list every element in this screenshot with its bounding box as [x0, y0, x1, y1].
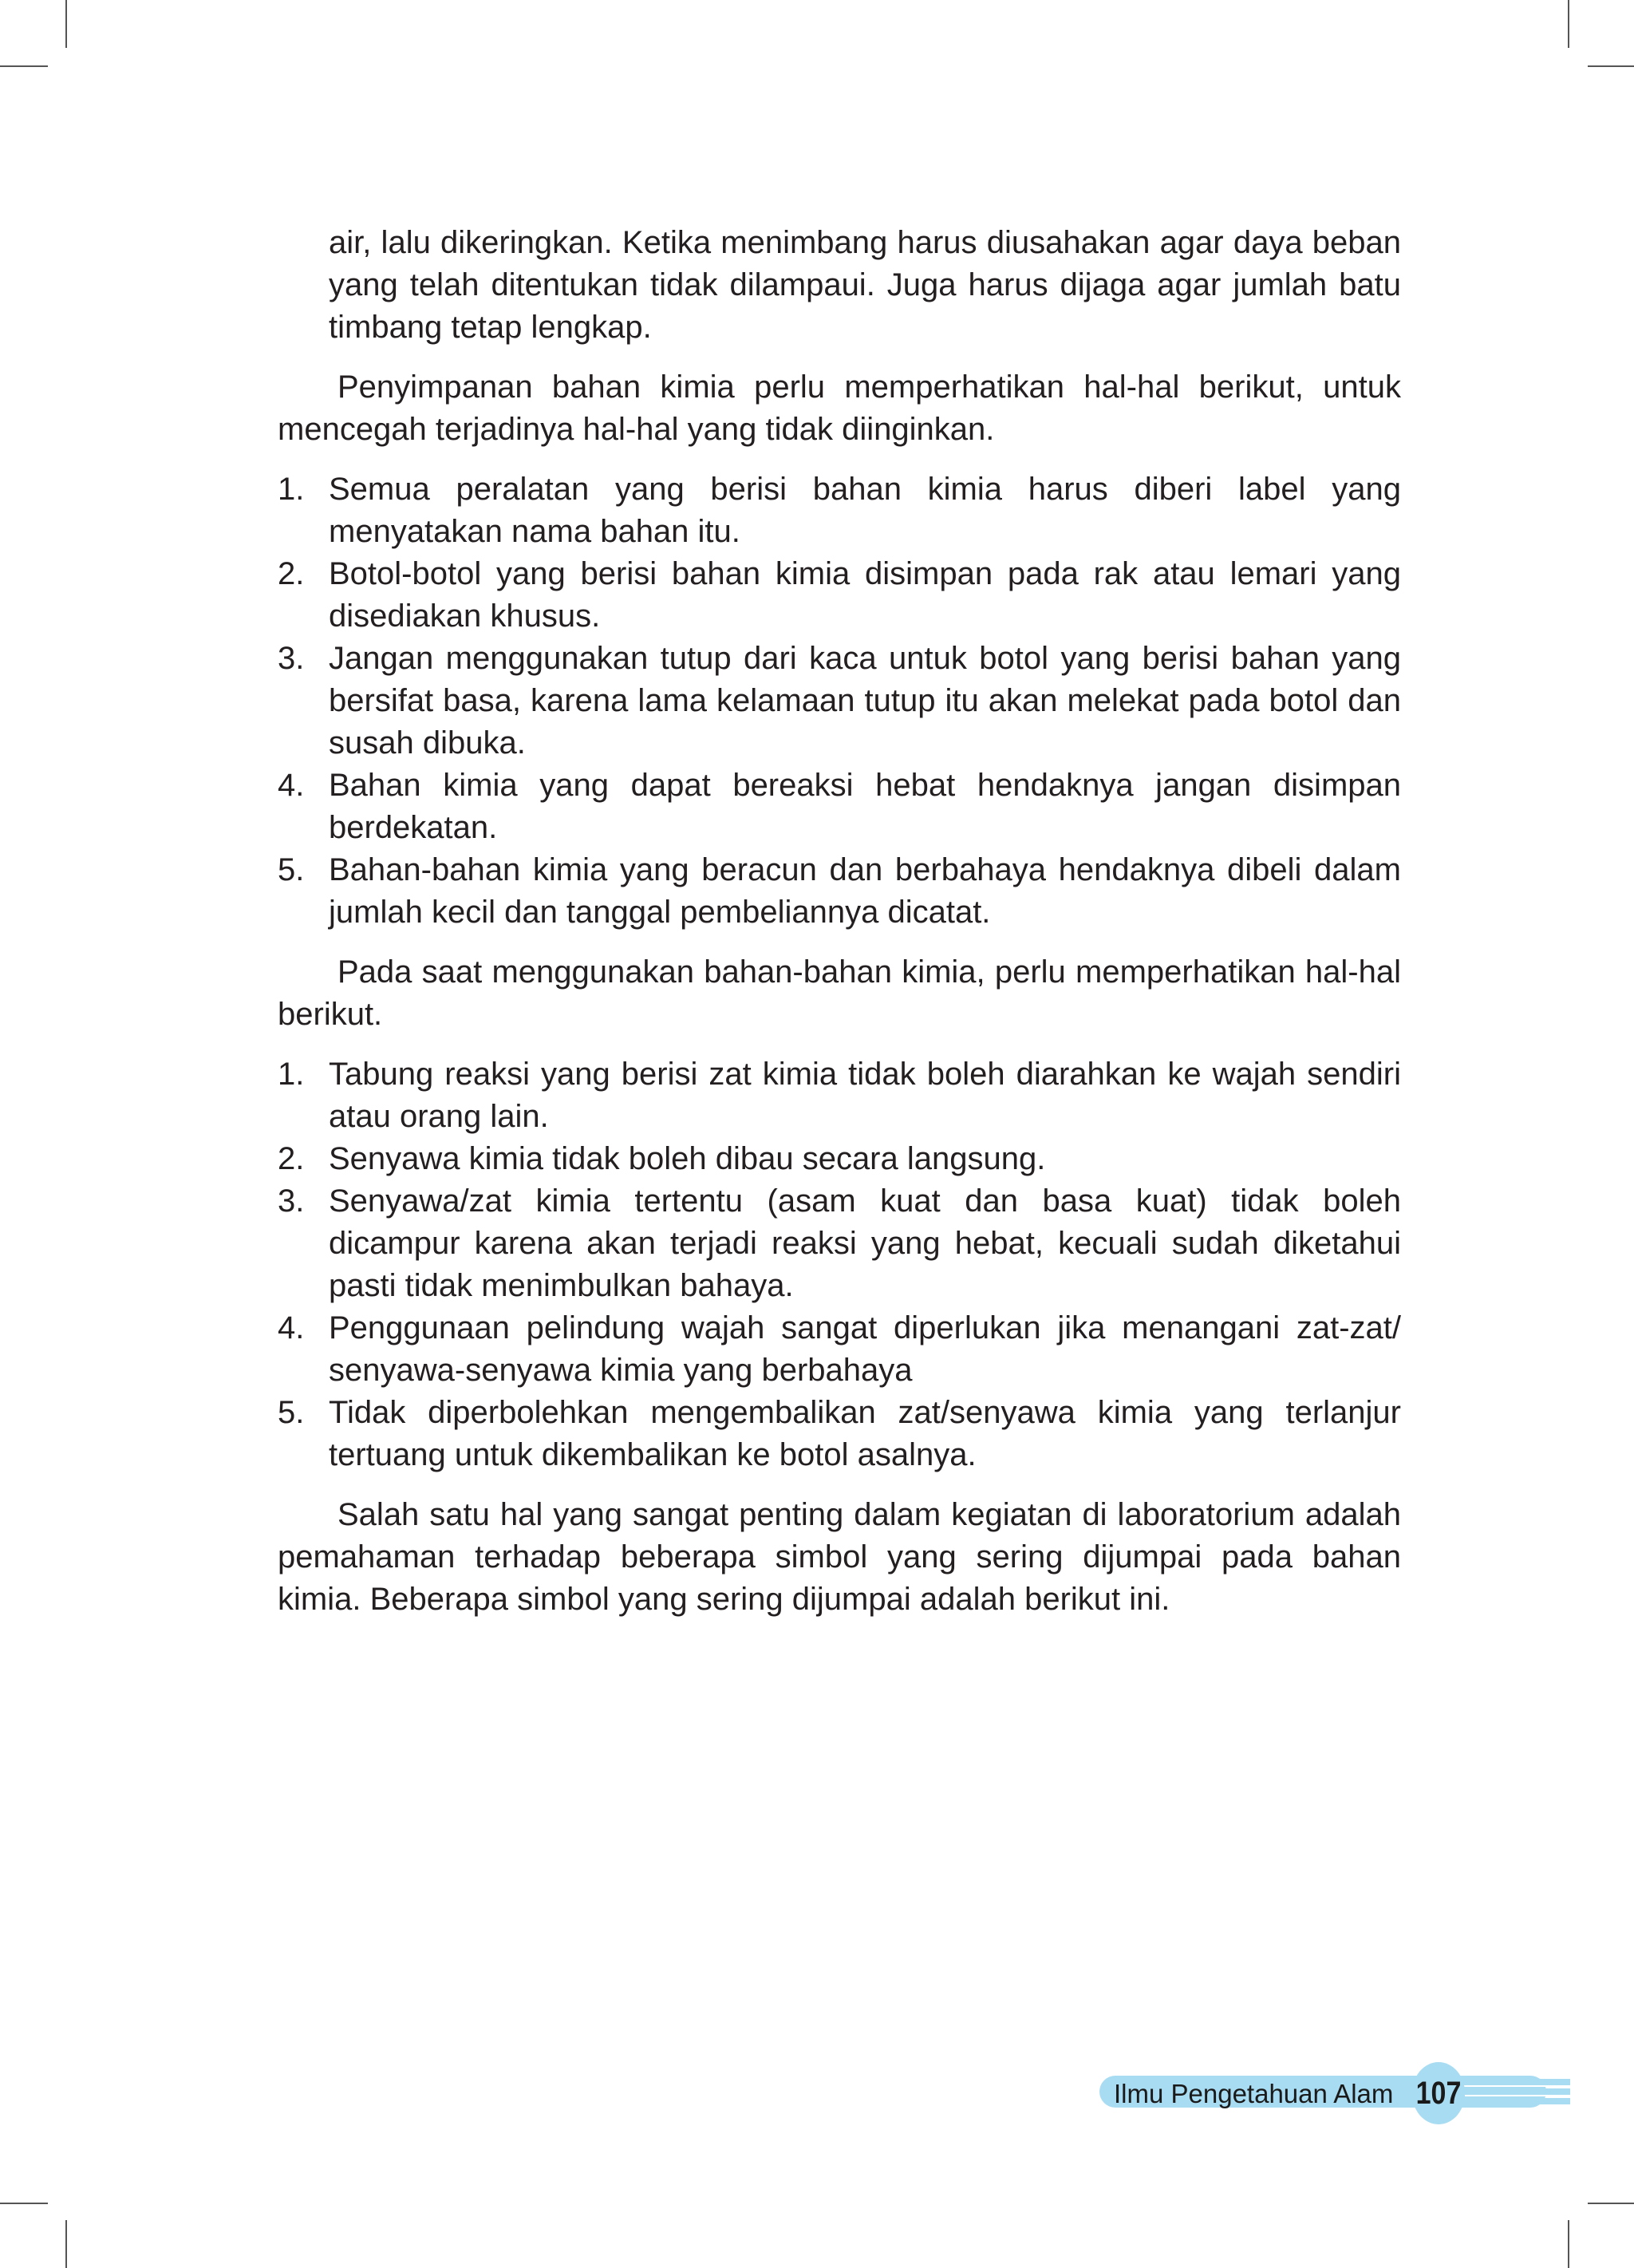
list-number: 1. [278, 472, 305, 507]
list-text: Jangan menggunakan tutup dari kaca untuk botol yang berisi bahan yang bersifat basa, karena lama kelamaan tutup itu akan melekat pada botol dan susah dibuka. [329, 641, 1401, 761]
list-item [278, 1392, 1401, 1476]
list-text: Bahan kimia yang dapat bereaksi hebat hendaknya jangan disimpan berdekatan. [329, 768, 1401, 845]
list-text: Penggunaan pelindung wajah sangat diperlukan jika menangani zat-zat/ senyawa-senyawa kimia yang berbahaya [329, 1310, 1401, 1388]
list-number: 1. [278, 1057, 305, 1092]
page-body [278, 222, 1401, 1621]
list-text: Bahan-bahan kimia yang beracun dan berbahaya hendaknya dibeli dalam jumlah kecil dan tanggal pembeliannya dicatat. [329, 852, 1401, 930]
page-number: 107 [1412, 2062, 1465, 2124]
book-title: Ilmu Pengetahuan Alam [1114, 2079, 1394, 2108]
crop-mark [65, 0, 67, 48]
list-text: Semua peralatan yang berisi bahan kimia harus diberi label yang menyatakan nama bahan itu. [329, 472, 1401, 549]
usage-intro: Pada saat menggunakan bahan-bahan kimia, perlu memperhatikan hal-hal berikut. [278, 954, 1401, 1032]
usage-list [278, 1053, 1401, 1476]
list-number: 5. [278, 1395, 305, 1430]
list-item [278, 765, 1401, 849]
crop-mark [1568, 2220, 1569, 2268]
list-number: 3. [278, 641, 305, 676]
crop-mark [1568, 0, 1569, 48]
list-text: Senyawa kimia tidak boleh dibau secara langsung. [329, 1141, 1046, 1176]
crop-mark [1588, 2203, 1634, 2204]
list-text: Botol-botol yang berisi bahan kimia disimpan pada rak atau lemari yang disediakan khusus. [329, 556, 1401, 634]
list-number: 5. [278, 852, 305, 887]
list-item [278, 468, 1401, 553]
list-number: 2. [278, 556, 305, 591]
list-text: Tabung reaksi yang berisi zat kimia tidak boleh diarahkan ke wajah sendiri atau orang lain. [329, 1057, 1401, 1134]
list-item [278, 553, 1401, 638]
symbols-paragraph: Salah satu hal yang sangat penting dalam kegiatan di laboratorium adalah pemahaman terhadap beberapa simbol yang sering dijumpai pada bahan kimia. Beberapa simbol yang sering dijumpai adalah berikut ini. [278, 1497, 1401, 1617]
list-text: Tidak diperbolehkan mengembalikan zat/senyawa kimia yang terlanjur tertuang untuk dikembalikan ke botol asalnya. [329, 1395, 1401, 1472]
list-number: 3. [278, 1183, 305, 1219]
crop-mark [0, 65, 48, 67]
list-number: 2. [278, 1141, 305, 1176]
crop-mark [0, 2203, 48, 2204]
list-item [278, 1180, 1401, 1307]
list-item [278, 1053, 1401, 1138]
list-text: Senyawa/zat kimia tertentu (asam kuat dan basa kuat) tidak boleh dicampur karena akan terjadi reaksi yang hebat, kecuali sudah diketahui pasti tidak menimbulkan bahaya. [329, 1183, 1401, 1303]
list-number: 4. [278, 1310, 305, 1345]
list-item [278, 638, 1401, 765]
page-footer [1099, 2062, 1570, 2126]
list-item [278, 1138, 1401, 1180]
list-item [278, 1307, 1401, 1392]
crop-mark [65, 2220, 67, 2268]
storage-list [278, 468, 1401, 934]
intro-continuation: air, lalu dikeringkan. Ketika menimbang harus diusahakan agar daya beban yang telah ditentukan tidak dilampaui. Juga harus dijaga agar jumlah batu timbang tetap lengkap. [329, 225, 1401, 345]
list-item [278, 849, 1401, 934]
list-number: 4. [278, 768, 305, 803]
crop-mark [1588, 65, 1634, 67]
storage-intro: Penyimpanan bahan kimia perlu memperhatikan hal-hal berikut, untuk mencegah terjadinya hal-hal yang tidak diinginkan. [278, 369, 1401, 447]
